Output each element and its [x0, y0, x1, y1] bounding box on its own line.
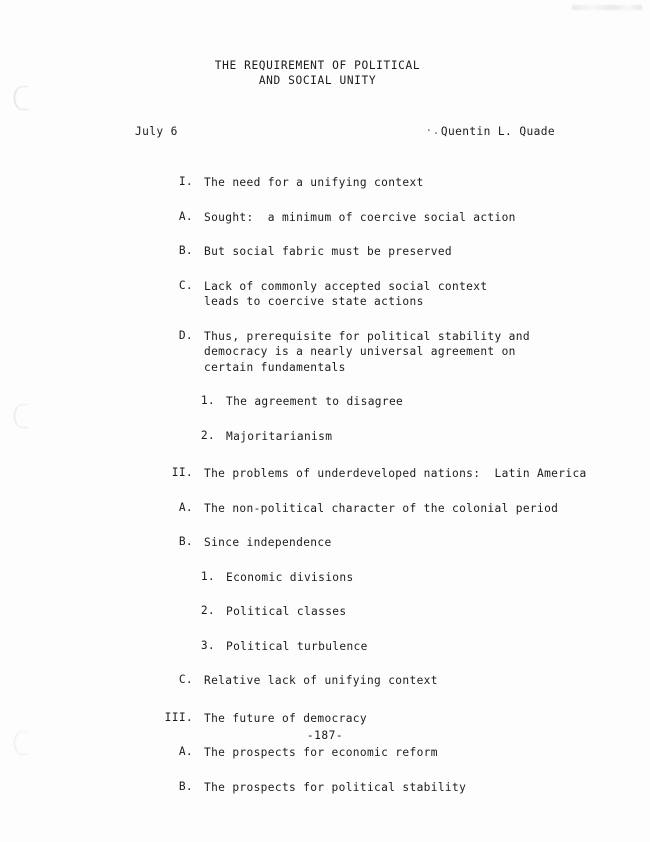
outline-item-text — [215, 394, 650, 410]
page-number: -187- — [306, 729, 344, 742]
outline-item — [0, 501, 650, 517]
outline-item-line: Political classes — [226, 605, 347, 618]
outline-item-line: Since independence — [204, 536, 332, 549]
document-date: July 6 — [135, 125, 178, 138]
outline-item-marker: 1. — [200, 394, 215, 407]
outline-item-text — [215, 570, 650, 586]
outline-item-marker: II. — [171, 466, 193, 479]
outline-item-marker: A. — [178, 745, 193, 758]
outline-item-line: Economic divisions — [226, 570, 354, 584]
outline-item-line: Sought: a minimum of coercive social action — [204, 210, 516, 224]
outline-list — [0, 175, 650, 795]
outline-item-marker: I. — [178, 175, 193, 188]
outline-item — [0, 673, 650, 689]
outline-item — [0, 466, 650, 482]
outline-item — [0, 210, 650, 226]
outline-item-marker: C. — [178, 673, 193, 686]
outline-item-text — [193, 745, 650, 761]
outline-item-marker: C. — [178, 278, 193, 292]
outline-item — [0, 639, 650, 655]
outline-item-line: Political turbulence — [226, 639, 368, 653]
outline-item-line: The problems of underdeveloped nations: Latin America — [204, 467, 587, 480]
outline-item — [0, 244, 650, 260]
document-author — [426, 125, 555, 138]
outline-item — [0, 279, 650, 310]
outline-item-marker: III. — [164, 710, 193, 724]
outline-item-line: The future of democracy — [204, 711, 367, 725]
outline-item-marker: A. — [178, 500, 193, 514]
outline-item — [0, 604, 650, 620]
outline-item-text — [215, 639, 650, 655]
outline-item-text — [193, 279, 650, 310]
title-line-2: AND SOCIAL UNITY — [258, 74, 377, 87]
outline-item-line: Majoritarianism — [226, 429, 333, 443]
outline-item-text — [193, 244, 650, 260]
outline-item-marker: 1. — [200, 569, 215, 583]
outline-item-line: leads to coercive state actions — [204, 295, 424, 308]
outline-item-marker: B. — [178, 244, 193, 257]
outline-item-marker: D. — [178, 328, 193, 342]
stray-typewriter-mark: ·. — [425, 124, 440, 137]
outline-item-text — [193, 501, 650, 517]
outline-item-text — [215, 604, 650, 620]
outline-item-marker: 3. — [200, 638, 215, 652]
outline-item-text — [193, 175, 650, 191]
outline-item-text — [215, 429, 650, 445]
outline-item-line: The agreement to disagree — [226, 395, 404, 408]
outline-item-marker: B. — [178, 535, 193, 548]
outline-item-line: certain fundamentals — [204, 360, 346, 374]
outline-item — [0, 535, 650, 551]
outline-item — [0, 175, 650, 191]
outline-item — [0, 570, 650, 586]
outline-item — [0, 429, 650, 445]
outline-item-marker: A. — [178, 209, 193, 223]
outline-item — [0, 780, 650, 796]
byline-row — [135, 125, 555, 138]
outline-item-line: The prospects for political stability — [204, 780, 467, 794]
outline-item-line: Thus, prerequisite for political stability and — [204, 329, 530, 343]
scan-smudge-top-right — [572, 5, 642, 10]
outline-item-line: democracy is a nearly universal agreement on — [204, 345, 516, 358]
outline-item — [0, 394, 650, 410]
outline-item-text — [193, 711, 650, 727]
outline-item-marker: B. — [178, 779, 193, 793]
outline-item-line: Relative lack of unifying context — [204, 674, 438, 687]
outline-item — [0, 329, 650, 376]
outline-item-text — [193, 329, 650, 376]
outline-item — [0, 745, 650, 761]
title-line-1: THE REQUIREMENT OF POLITICAL — [214, 59, 421, 72]
outline-item-line: The need for a unifying context — [204, 176, 424, 189]
outline-item-text — [193, 210, 650, 226]
author-name: Quentin L. Quade — [440, 125, 555, 138]
outline-item-line: Lack of commonly accepted social context — [204, 279, 488, 293]
outline-item-text — [193, 466, 650, 482]
outline-item-line: The non-political character of the colonial period — [204, 501, 559, 515]
document-title — [0, 58, 635, 88]
outline-item-text — [193, 673, 650, 689]
outline-item-line: But social fabric must be preserved — [204, 245, 452, 258]
outline-item-text — [193, 780, 650, 796]
outline-item-marker: 2. — [200, 604, 215, 617]
outline-item — [0, 711, 650, 727]
outline-item-text — [193, 535, 650, 551]
outline-item-line: The prospects for economic reform — [204, 746, 438, 759]
hole-punch-mark-top — [14, 86, 28, 110]
outline-item-marker: 2. — [200, 428, 215, 442]
